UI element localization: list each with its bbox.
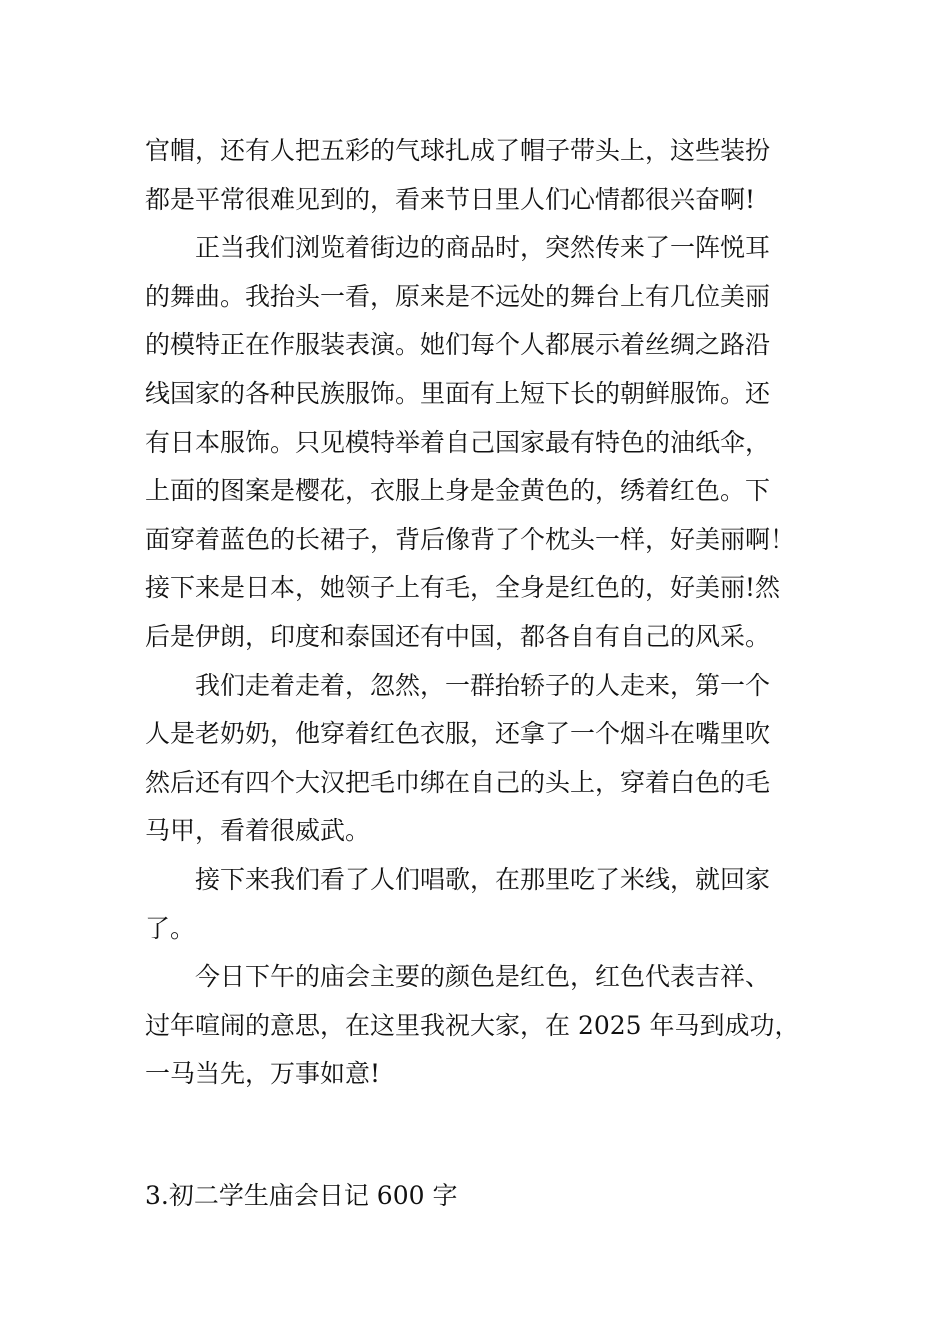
- text-line: 人是老奶奶，他穿着红色衣服，还拿了一个烟斗在嘴里吹: [145, 719, 771, 749]
- text-line: 面穿着蓝色的长裙子，背后像背了个枕头一样，好美丽啊！: [145, 524, 796, 554]
- text-line: 都是平常很难见到的，看来节日里人们心情都很兴奋啊!: [145, 184, 756, 214]
- paragraph-1: [145, 127, 815, 224]
- text-line: 我们走着走着，忽然，一群抬轿子的人走来，第一个: [195, 670, 771, 700]
- text-line: 接下来我们看了人们唱歌，在那里吃了米线，就回家: [195, 864, 771, 894]
- paragraph-3: [145, 662, 815, 856]
- text-line: 后是伊朗，印度和泰国还有中国，都各自有自己的风采。: [145, 621, 771, 651]
- text-line: 的舞曲。我抬头一看，原来是不远处的舞台上有几位美丽: [145, 281, 771, 311]
- paragraph-4: [145, 856, 815, 953]
- text-line: 接下来是日本，她领子上有毛，全身是红色的，好美丽!然: [145, 573, 781, 603]
- text-line: 官帽，还有人把五彩的气球扎成了帽子带头上，这些装扮: [145, 136, 771, 165]
- paragraph-2: [145, 224, 815, 661]
- article-body: [145, 127, 815, 1099]
- text-line: 有日本服饰。只见模特举着自己国家最有特色的油纸伞，: [145, 427, 771, 457]
- paragraph-5: [145, 953, 815, 1099]
- text-line: 今日下午的庙会主要的颜色是红色，红色代表吉祥、: [195, 962, 771, 992]
- text-line: 了。: [145, 913, 196, 943]
- text-line: 然后还有四个大汉把毛巾绑在自己的头上，穿着白色的毛: [145, 767, 771, 797]
- text-line: 线国家的各种民族服饰。里面有上短下长的朝鲜服饰。还: [145, 378, 771, 408]
- text-line: 正当我们浏览着街边的商品时，突然传来了一阵悦耳: [195, 233, 771, 263]
- text-line: 上面的图案是樱花，衣服上身是金黄色的，绣着红色。下: [145, 476, 771, 506]
- text-line: 的模特正在作服装表演。她们每个人都展示着丝绸之路沿: [145, 330, 771, 360]
- text-line: 过年喧闹的意思，在这里我祝大家，在 2025 年马到成功，: [145, 1010, 800, 1040]
- section-heading: 3.初二学生庙会日记 600 字: [145, 1181, 458, 1210]
- text-line: 马甲，看着很威武。: [145, 816, 371, 846]
- text-line: 一马当先，万事如意!: [145, 1059, 381, 1089]
